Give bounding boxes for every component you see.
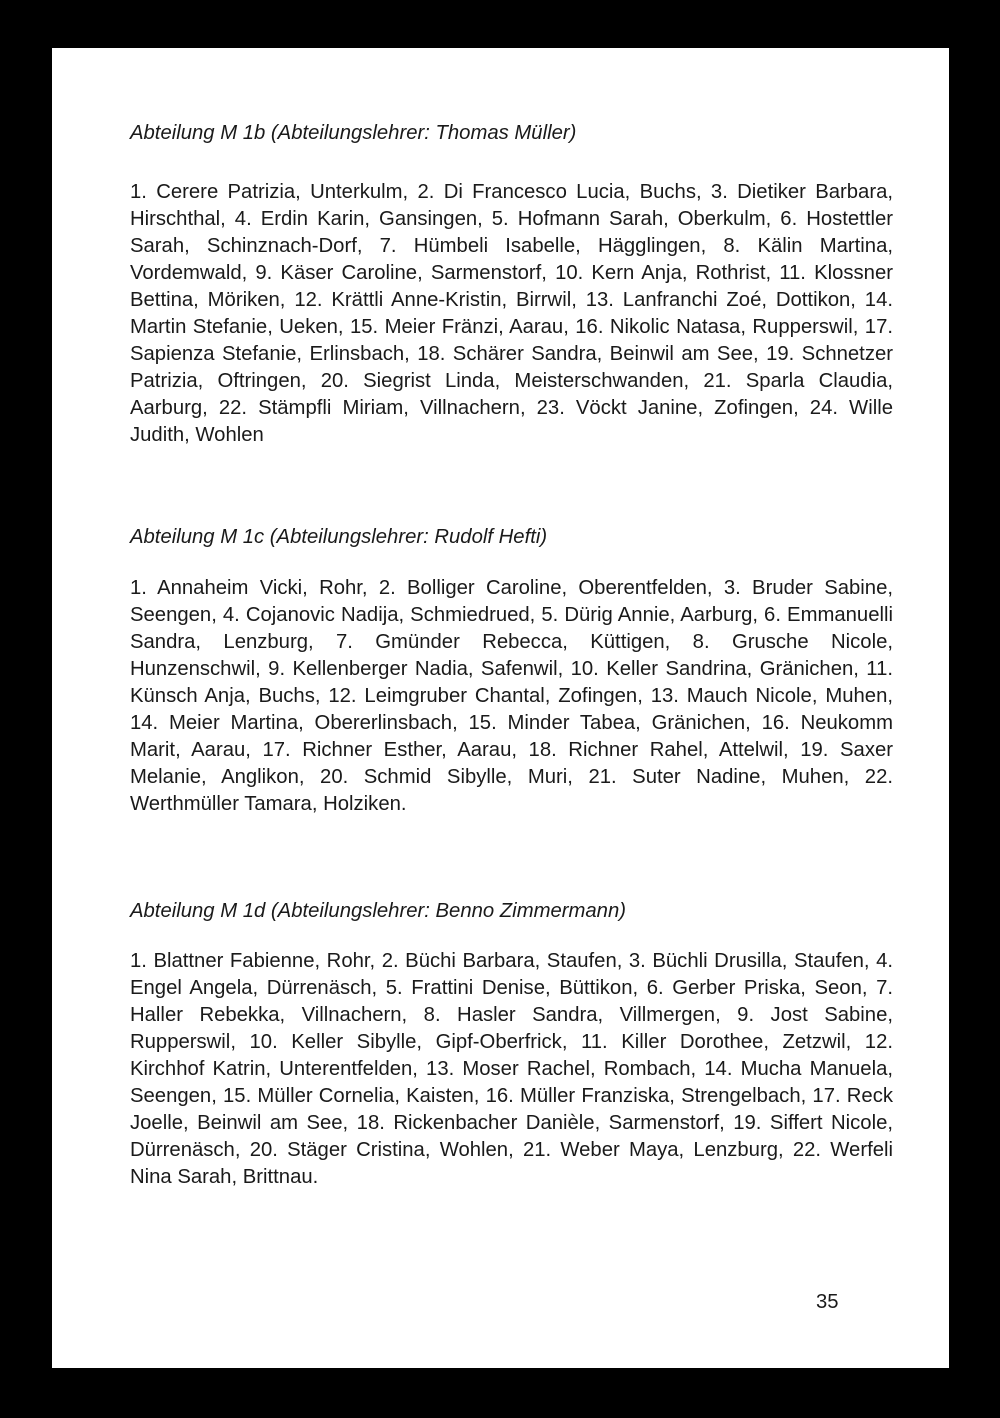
section-text-m1c: 1. Annaheim Vicki, Rohr, 2. Bolliger Caroline, Oberentfelden, 3. Bruder Sabine, Seengen, 4. Cojanovic Nadija, Schmiedrued, 5. Dürig Annie, Aarburg, 6. Emmanuelli Sandra, Lenzburg, 7. Gmünder Rebecca, Küttigen, 8. Grusche Nicole, Hunzenschwil, 9. Kellenberger Nadia, Safenwil, 10. Keller Sandrina, Gränichen, 11. Künsch Anja, Buchs, 12. Leimgruber Chantal, Zofingen, 13. Mauch Nicole, Muhen, 14. Meier Martina, Obererlinsbach, 15. Minder Tabea, Gränichen, 16. Neukomm Marit, Aarau, 17. Richner Esther, Aarau, 18. Richner Rahel, Attelwil, 19. Saxer Melanie, Anglikon, 20. Schmid Sibylle, Muri, 21. Suter Nadine, Muhen, 22. Werthmüller Tamara, Holziken. xyxy=(130,577,893,815)
page-number: 35 xyxy=(816,1291,839,1313)
document-page xyxy=(52,48,949,1368)
section-text-m1d: 1. Blattner Fabienne, Rohr, 2. Büchi Barbara, Staufen, 3. Büchli Drusilla, Staufen, 4. Engel Angela, Dürrenäsch, 5. Frattini Denise, Büttikon, 6. Gerber Priska, Seon, 7. Haller Rebekka, Villnachern, 8. Hasler Sandra, Villmergen, 9. Jost Sabine, Rupperswil, 10. Keller Sibylle, Gipf-Oberfrick, 11. Killer Dorothee, Zetzwil, 12. Kirchhof Katrin, Unterentfelden, 13. Moser Rachel, Rombach, 14. Mucha Manuela, Seengen, 15. Müller Cornelia, Kaisten, 16. Müller Franziska, Strengelbach, 17. Reck Joelle, Beinwil am See, 18. Rickenbacher Danièle, Sarmenstorf, 19. Siffert Nicole, Dürrenäsch, 20. Stäger Cristina, Wohlen, 21. Weber Maya, Lenzburg, 22. Werfeli Nina Sarah, Brittnau. xyxy=(130,950,893,1188)
section-text-m1b: 1. Cerere Patrizia, Unterkulm, 2. Di Francesco Lucia, Buchs, 3. Dietiker Barbara, Hirschthal, 4. Erdin Karin, Gansingen, 5. Hofmann Sarah, Oberkulm, 6. Hostettler Sarah, Schinznach-Dorf, 7. Hümbeli Isabelle, Hägglingen, 8. Kälin Martina, Vordemwald, 9. Käser Caroline, Sarmenstorf, 10. Kern Anja, Rothrist, 11. Klossner Bettina, Möriken, 12. Krättli Anne-Kristin, Birrwil, 13. Lanfranchi Zoé, Dottikon, 14. Martin Stefanie, Ueken, 15. Meier Fränzi, Aarau, 16. Nikolic Natasa, Rupperswil, 17. Sapienza Stefanie, Erlinsbach, 18. Schärer Sandra, Beinwil am See, 19. Schnetzer Patrizia, Oftringen, 20. Siegrist Linda, Meisterschwanden, 21. Sparla Claudia, Aarburg, 22. Stämpfli Miriam, Villnachern, 23. Vöckt Janine, Zofingen, 24. Wille Judith, Wohlen xyxy=(130,181,893,446)
section-heading-m1b: Abteilung M 1b (Abteilungslehrer: Thomas Müller) xyxy=(130,122,577,144)
section-heading-m1d: Abteilung M 1d (Abteilungslehrer: Benno Zimmermann) xyxy=(130,900,626,922)
section-heading-m1c: Abteilung M 1c (Abteilungslehrer: Rudolf Hefti) xyxy=(130,526,548,548)
